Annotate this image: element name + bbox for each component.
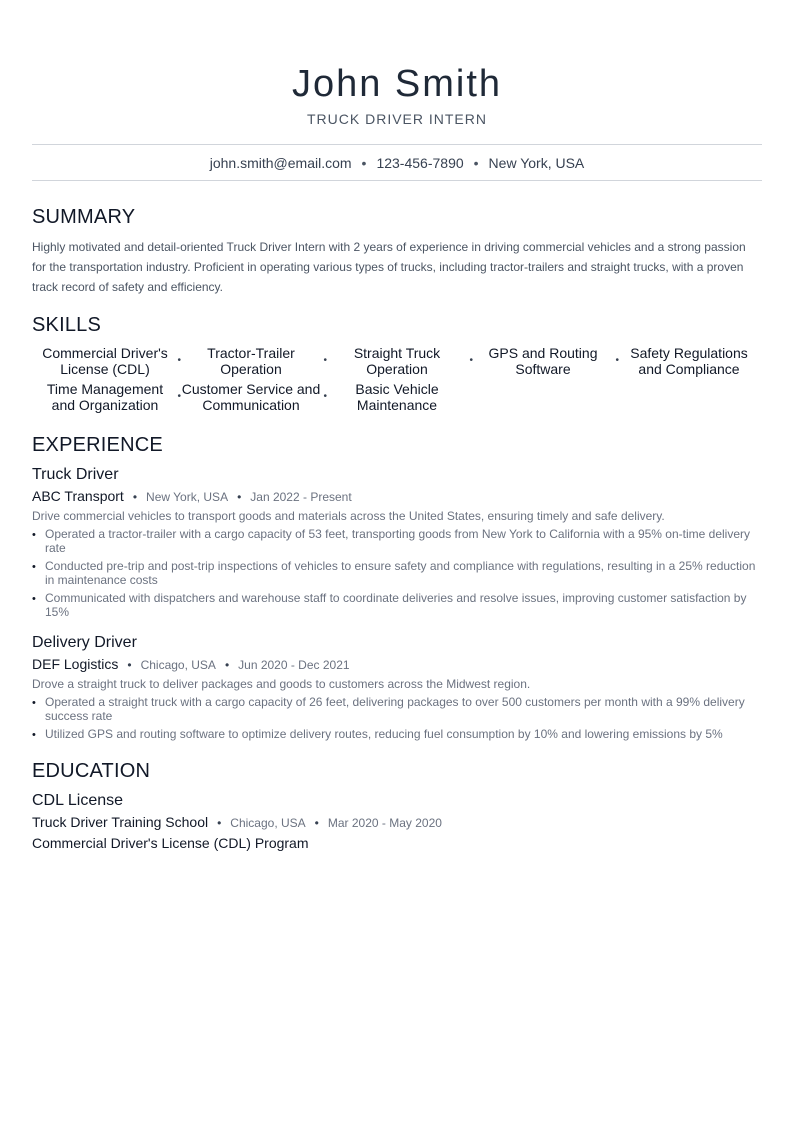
education-program: Commercial Driver's License (CDL) Program <box>32 835 309 851</box>
education-meta <box>32 813 762 832</box>
meta-separator: • <box>127 658 132 672</box>
job-meta <box>32 655 762 674</box>
education-section <box>32 759 762 853</box>
meta-separator: • <box>224 658 230 672</box>
experience-heading: EXPERIENCE <box>32 434 163 456</box>
skill-item <box>178 345 327 377</box>
job-entry <box>32 633 762 741</box>
job-description: Drive commercial vehicles to transport goods and materials across the United States, ensuring timely and safe delivery. <box>32 509 665 523</box>
education-school: Truck Driver Training School <box>32 814 209 830</box>
contact-separator: • <box>473 154 479 171</box>
education-dates: Mar 2020 - May 2020 <box>327 816 442 830</box>
skill-separator-dot: • <box>615 355 619 366</box>
job-dates: Jan 2022 - Present <box>250 490 352 504</box>
skill-label: Safety Regulations and Compliance <box>630 345 748 377</box>
job-company: DEF Logistics <box>32 656 119 672</box>
skills-grid <box>32 345 762 413</box>
skill-item <box>616 345 762 377</box>
job-entry <box>32 465 762 619</box>
job-location: New York, USA <box>146 490 229 504</box>
skills-section <box>32 313 762 413</box>
contact-bar <box>32 144 762 181</box>
skill-separator-dot: • <box>469 355 473 366</box>
job-bullet: • Operated a tractor-trailer with a cargo capacity of 53 feet, transporting goods from New York to California with a 95% on-time delivery rate <box>32 527 762 555</box>
summary-text: Highly motivated and detail-oriented Truck Driver Intern with 2 years of experience in driving commercial vehicles and a strong passion for the transportation industry. Proficient in operating various types of trucks, including tractor-trailers and straight trucks, with a proven track record of safety and efficiency. <box>32 240 746 294</box>
job-meta <box>32 487 762 506</box>
meta-separator: • <box>132 490 138 504</box>
job-bullet: • Operated a straight truck with a cargo capacity of 26 feet, delivering packages to over 500 customers per month with a 99% delivery success rate <box>32 695 762 723</box>
meta-separator: • <box>217 816 222 830</box>
skill-item <box>324 381 470 413</box>
job-bullet: • Utilized GPS and routing software to optimize delivery routes, reducing fuel consumption by 10% and lowering emissions by 5% <box>32 727 762 741</box>
job-role: Truck Driver <box>32 466 119 483</box>
job-bullet: • Communicated with dispatchers and warehouse staff to coordinate deliveries and resolve issues, improving customer satisfaction by 15% <box>32 591 762 619</box>
contact-separator: • <box>361 154 367 171</box>
job-bullets <box>32 527 762 619</box>
education-heading: EDUCATION <box>32 760 151 782</box>
skill-item <box>32 345 181 377</box>
skill-label: GPS and Routing Software <box>488 345 598 377</box>
job-role: Delivery Driver <box>32 634 137 651</box>
education-entry <box>32 791 762 853</box>
skill-label: Basic Vehicle Maintenance <box>355 381 439 413</box>
contact-phone[interactable]: 123-456-7890 <box>376 154 464 171</box>
education-location: Chicago, USA <box>230 816 306 830</box>
job-location: Chicago, USA <box>140 658 216 672</box>
skill-label: Commercial Driver's License (CDL) <box>42 345 168 377</box>
job-company: ABC Transport <box>32 488 124 504</box>
skill-separator-dot: • <box>323 355 327 366</box>
education-degree: CDL License <box>32 792 124 809</box>
contact-email[interactable]: john.smith@email.com <box>209 154 352 171</box>
job-dates: Jun 2020 - Dec 2021 <box>238 658 350 672</box>
skill-separator-dot: • <box>323 391 327 402</box>
candidate-name: John Smith <box>291 63 503 105</box>
job-bullet: • Conducted pre-trip and post-trip inspections of vehicles to ensure safety and compliance with regulations, resulting in a 25% reduction in maintenance costs <box>32 559 762 587</box>
skill-label: Time Management and Organization <box>46 381 164 413</box>
skill-item <box>324 345 473 377</box>
job-bullets <box>32 695 762 741</box>
skills-heading: SKILLS <box>32 314 102 336</box>
skill-label: Straight Truck Operation <box>353 345 441 377</box>
experience-section <box>32 433 762 741</box>
skill-item <box>32 381 181 413</box>
skill-label: Tractor-Trailer Operation <box>207 345 295 377</box>
meta-separator: • <box>314 816 319 830</box>
skill-item <box>178 381 327 413</box>
contact-location: New York, USA <box>488 154 585 171</box>
skill-label: Customer Service and Communication <box>181 381 321 413</box>
candidate-title: TRUCK DRIVER INTERN <box>306 111 487 127</box>
skill-separator-dot: • <box>177 355 181 366</box>
meta-separator: • <box>237 490 242 504</box>
skill-separator-dot: • <box>177 391 181 402</box>
summary-heading: SUMMARY <box>32 206 136 228</box>
summary-section <box>32 205 762 297</box>
resume-header <box>32 0 762 128</box>
skill-item <box>470 345 619 377</box>
job-description: Drove a straight truck to deliver packages and goods to customers across the Midwest region. <box>32 677 531 691</box>
